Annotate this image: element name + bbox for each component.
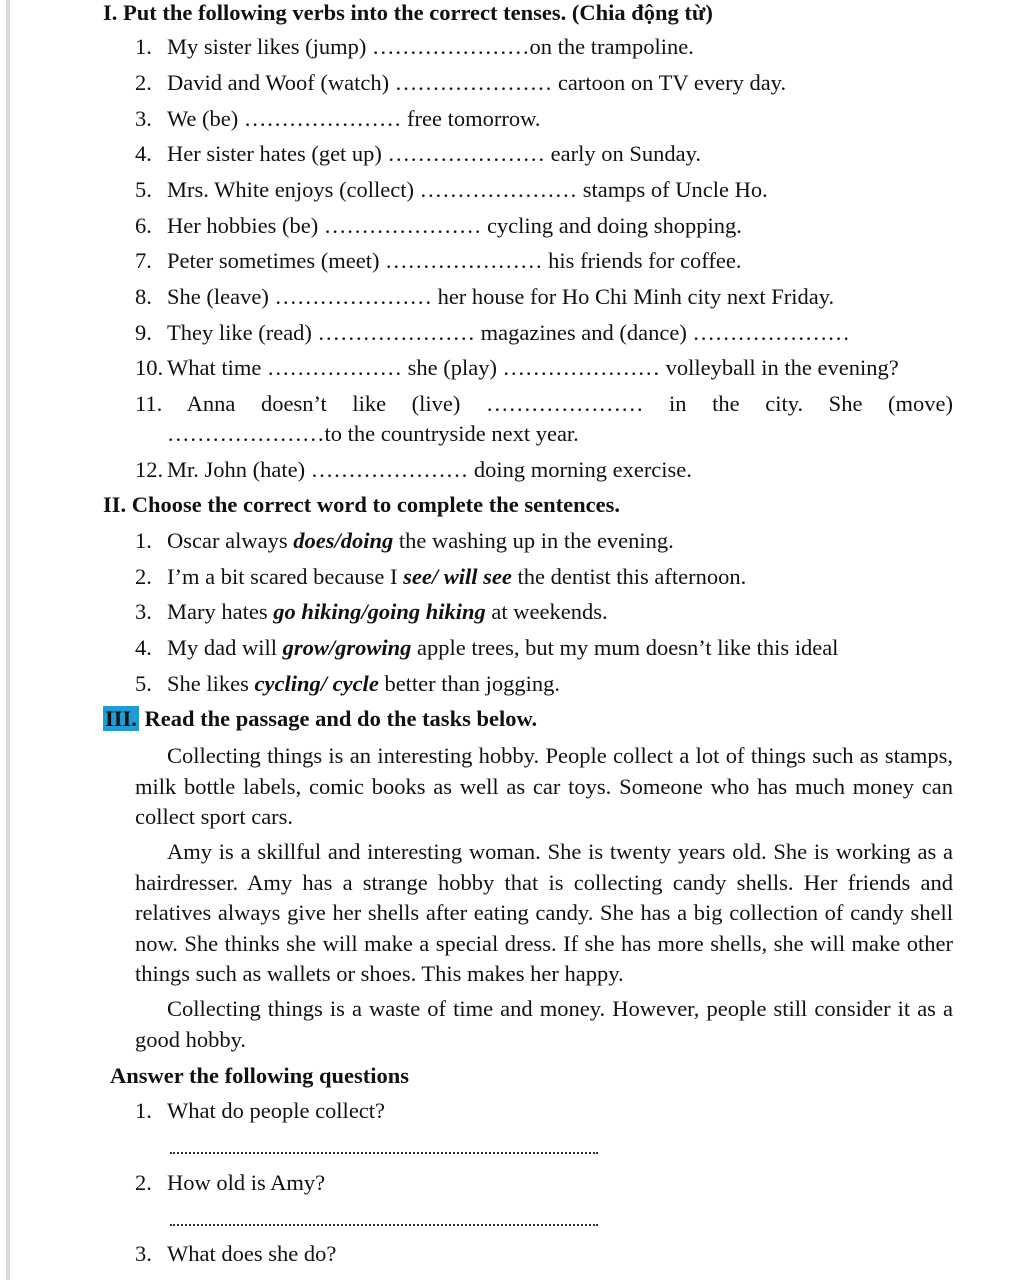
s1-item-11-text: Anna doesn’t like (live) ………………… in the city. She (move) <box>186 391 953 416</box>
s1-item-2-text: David and Woof (watch) ………………… cartoon on TV every day. <box>167 70 787 95</box>
s1-item-9-text: They like (read) ………………… magazines and (dance) ………………… <box>167 320 850 345</box>
question-1-num: 1. <box>135 1098 152 1123</box>
s2-item-3-pre: Mary hates <box>167 599 274 624</box>
s1-item-1 <box>135 34 694 60</box>
s2-item-2-choice: see/ will see <box>403 564 512 589</box>
s2-item-5-num: 5. <box>135 671 152 696</box>
answer-line-1[interactable] <box>170 1152 598 1154</box>
s1-item-3-num: 3. <box>135 106 152 131</box>
s2-item-3-post: at weekends. <box>485 599 608 624</box>
s2-item-5 <box>135 671 560 697</box>
s2-item-5-post: better than jogging. <box>378 671 561 696</box>
passage-paragraph-1: Collecting things is an interesting hobby. People collect a lot of things such as stamps, milk bottle labels, comic books as well as car toys. Someone who has much money can collect sport cars. <box>135 743 953 829</box>
question-2-text: How old is Amy? <box>167 1170 326 1195</box>
section-2-heading: II. Choose the correct word to complete the sentences. <box>103 492 620 517</box>
s2-item-1-choice: does/doing <box>293 528 394 553</box>
s1-item-9 <box>135 320 850 346</box>
passage-paragraph-2: Amy is a skillful and interesting woman. She is twenty years old. She is working as a hairdresser. Amy has a strange hobby that is collecting candy shells. Her friends and relatives always give her shells after eating candy. She has a big collection of candy shell now. She thinks she will make a special dress. If she has more shells, she will make other things such as wallets or shoes. This makes her happy. <box>135 839 953 986</box>
s1-item-7-num: 7. <box>135 248 152 273</box>
s1-item-7 <box>135 248 741 274</box>
s1-item-9-num: 9. <box>135 320 152 345</box>
s2-item-4-post: apple trees, but my mum doesn’t like this ideal <box>411 635 839 660</box>
s1-item-4-num: 4. <box>135 141 152 166</box>
s1-item-10-text: What time ……………… she (play) ………………… volleyball in the evening? <box>167 355 899 380</box>
question-3-text: What does she do? <box>167 1241 337 1266</box>
s2-item-3 <box>135 599 608 625</box>
question-1-text: What do people collect? <box>167 1098 386 1123</box>
s2-item-4-num: 4. <box>135 635 152 660</box>
s2-item-5-choice: cycling/ cycle <box>254 671 379 696</box>
s1-item-12-num: 12. <box>135 457 164 482</box>
s1-item-8-num: 8. <box>135 284 152 309</box>
s1-item-2 <box>135 70 786 96</box>
s2-item-2-num: 2. <box>135 564 152 589</box>
s1-item-7-text: Peter sometimes (meet) ………………… his friends for coffee. <box>167 248 742 273</box>
s2-item-2-pre: I’m a bit scared because I <box>167 564 404 589</box>
s1-item-6-text: Her hobbies (be) ………………… cycling and doing shopping. <box>167 213 742 238</box>
s1-item-5-text: Mrs. White enjoys (collect) ………………… stamps of Uncle Ho. <box>167 177 768 202</box>
answer-heading: Answer the following questions <box>110 1063 409 1088</box>
s2-item-3-choice: go hiking/going hiking <box>273 599 486 624</box>
s1-item-6-num: 6. <box>135 213 152 238</box>
s1-item-10 <box>135 355 899 381</box>
question-3-num: 3. <box>135 1241 152 1266</box>
s1-item-12-text: Mr. John (hate) ………………… doing morning exercise. <box>167 457 692 482</box>
s1-item-3 <box>135 106 541 132</box>
s1-item-6 <box>135 213 742 239</box>
s2-item-4 <box>135 635 838 661</box>
section-3-numeral-highlight: III. <box>105 706 137 731</box>
s1-item-10-num: 10. <box>135 355 164 380</box>
s1-item-5 <box>135 177 768 203</box>
s1-item-11-cont: …………………to the countryside next year. <box>167 421 579 446</box>
s2-item-4-choice: grow/growing <box>282 635 412 660</box>
s1-item-11-num: 11. <box>135 391 163 416</box>
s2-item-1-num: 1. <box>135 528 152 553</box>
s2-item-3-num: 3. <box>135 599 152 624</box>
question-1 <box>135 1098 385 1124</box>
question-3 <box>135 1241 336 1267</box>
s1-item-12 <box>135 457 692 483</box>
s1-item-1-text: My sister likes (jump) …………………on the trampoline. <box>167 34 694 59</box>
s1-item-11 <box>135 391 953 417</box>
s2-item-4-pre: My dad will <box>167 635 283 660</box>
s2-item-5-pre: She likes <box>167 671 255 696</box>
s1-item-3-text: We (be) ………………… free tomorrow. <box>167 106 541 131</box>
s1-item-4 <box>135 141 701 167</box>
s1-item-5-num: 5. <box>135 177 152 202</box>
s1-item-8 <box>135 284 834 310</box>
section-3-heading <box>103 706 537 732</box>
s2-item-2 <box>135 564 746 590</box>
answer-line-2[interactable] <box>170 1224 598 1226</box>
s1-item-4-text: Her sister hates (get up) ………………… early on Sunday. <box>167 141 702 166</box>
s1-item-8-text: She (leave) ………………… her house for Ho Chi Minh city next Friday. <box>167 284 835 309</box>
s2-item-1 <box>135 528 674 554</box>
s1-item-2-num: 2. <box>135 70 152 95</box>
question-2 <box>135 1170 325 1196</box>
s1-item-1-num: 1. <box>135 34 152 59</box>
section-1-heading: I. Put the following verbs into the correct tenses. (Chia động từ) <box>103 0 713 25</box>
section-3-heading-text: Read the passage and do the tasks below. <box>144 706 538 731</box>
s2-item-2-post: the dentist this afternoon. <box>511 564 747 589</box>
passage-paragraph-3: Collecting things is a waste of time and money. However, people still consider it as a good hobby. <box>135 996 953 1052</box>
worksheet-page <box>6 0 1006 1280</box>
question-2-num: 2. <box>135 1170 152 1195</box>
s2-item-1-post: the washing up in the evening. <box>393 528 674 553</box>
s2-item-1-pre: Oscar always <box>167 528 294 553</box>
